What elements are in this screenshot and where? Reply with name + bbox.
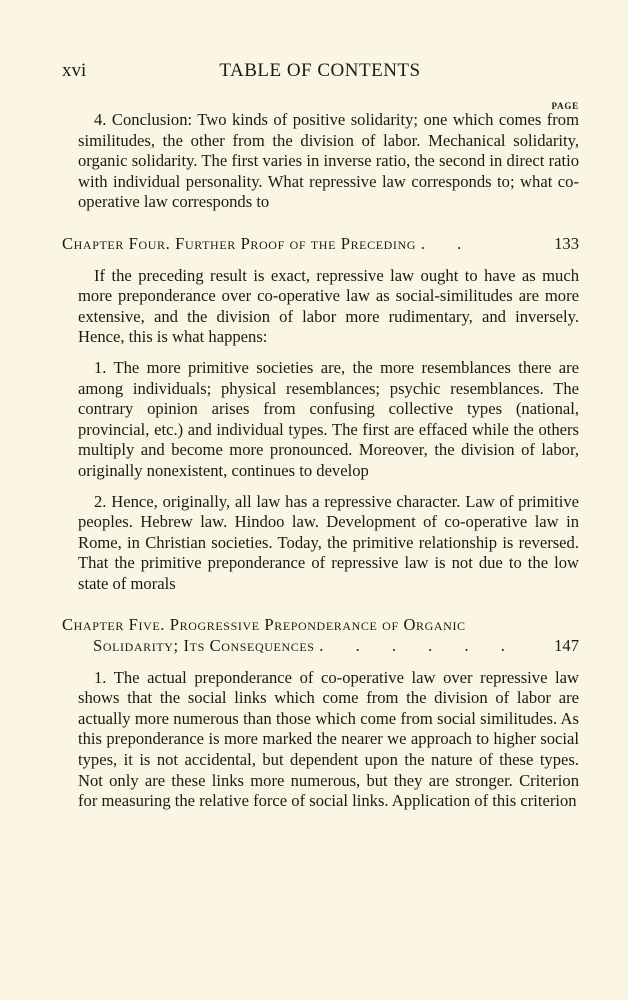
running-title: TABLE OF CONTENTS (219, 60, 421, 81)
chapter-five-title-line2: Solidarity; Its Consequences (93, 636, 315, 656)
chapter-five-point-1: 1. The actual preponderance of co-operative law over repressive law shows that the social links which come from the division of labor are actually more numerous than those which come from social similitudes. As this preponderance is more marked the nearer we approach to higher social types, it is not accidental, but dependent upon the nature of these types. Not only are these links more numerous, but they are stronger. Criterion for measuring the relative force of social links. Application of this criterion (78, 667, 579, 811)
conclusion-paragraph: 4. Conclusion: Two kinds of positive solidarity; one which comes from similitudes, the other from the division of labor. Mechanical solidarity, organic solidarity. The first varies in inverse ratio, the second in direct ratio with individual personality. What repressive law corresponds to; what co-operative law corresponds to (78, 110, 579, 212)
chapter-four-point-2: 2. Hence, originally, all law has a repressive character. Law of primitive peoples. Hebrew law. Hindoo law. Development of co-operative law in Rome, in Christian societies. Today, the primitive relationship is reversed. That the primitive preponderance of repressive law is not due to the low state of morals (78, 491, 579, 593)
chapter-four-page: 133 (554, 233, 579, 253)
toc-body (62, 110, 579, 822)
page-header (62, 60, 578, 86)
chapter-five-page: 147 (554, 636, 579, 656)
chapter-five-title-line1: Chapter Five. Progressive Preponderance of Organic (62, 615, 466, 635)
chapter-five-heading (62, 615, 579, 656)
chapter-four-point-1: 1. The more primitive societies are, the more resemblances there are among individuals; physical resemblances; psychic resemblances. The contrary opinion arises from confusing collective types (national, provincial, etc.) and individual types. The first are effaced while the others multiply and become more pronounced. Moreover, the division of labor, originally nonexistent, continues to develop (78, 357, 579, 480)
chapter-five-leader-dots: . . . . . . (319, 636, 519, 656)
page-column-label: PAGE (551, 101, 579, 111)
chapter-four-heading (62, 234, 579, 255)
chapter-four-leader-dots: . . (420, 233, 476, 253)
chapter-four-intro: If the preceding result is exact, repressive law ought to have as much more preponderance over co-operative law as social-similitudes are more extensive, and the division of labor more rudimentary, and inversely. Hence, this is what happens: (78, 265, 579, 347)
chapter-four-title: Chapter Four. Further Proof of the Preceding (62, 233, 417, 253)
page-number: xvi (62, 60, 87, 81)
